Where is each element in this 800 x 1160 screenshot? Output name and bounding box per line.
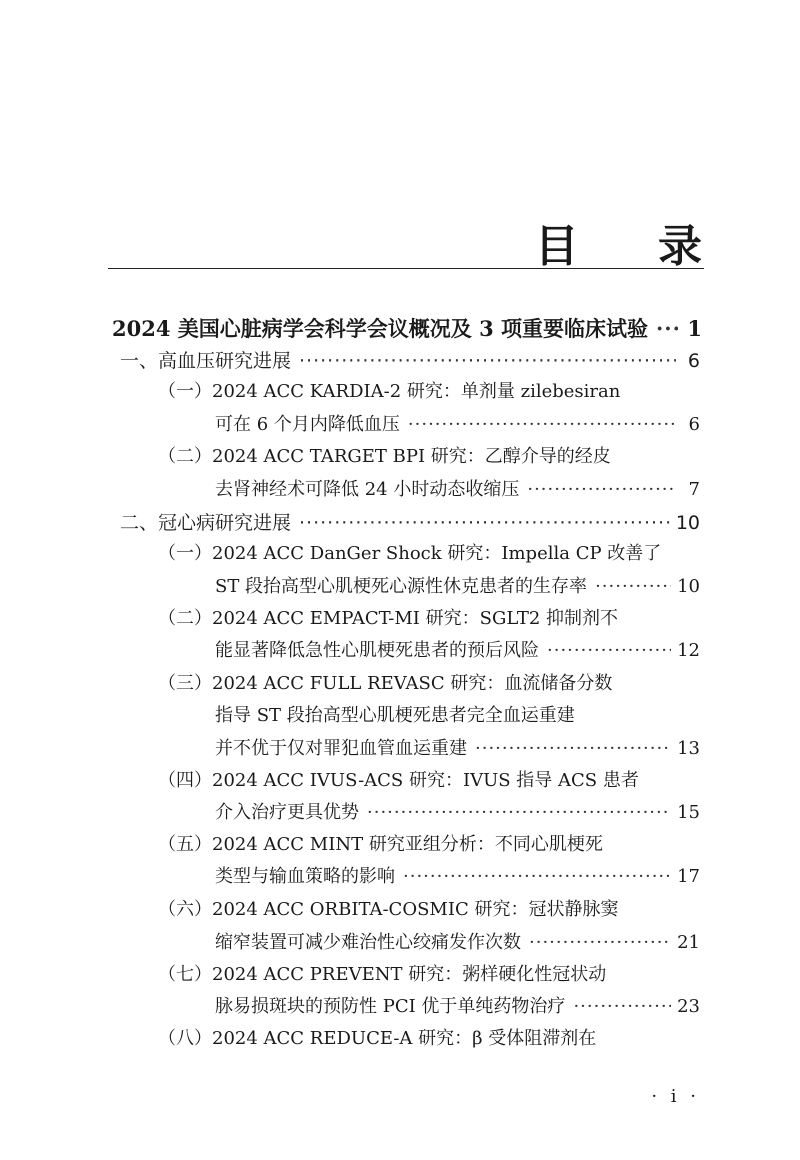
toc-entry-text: 二、冠心病研究进展 — [120, 512, 292, 534]
toc-page-number: 6 — [688, 414, 700, 435]
toc-entry-text: 去肾神经术可降低 24 小时动态收缩压 — [215, 479, 520, 500]
dot-leader — [547, 640, 671, 661]
toc-entry-text: 脉易损斑块的预防性 PCI 优于单纯药物治疗 — [215, 996, 566, 1017]
toc-entry-text: 可在 6 个月内降低血压 — [215, 414, 400, 435]
toc-entry-kardia2-cont[interactable] — [215, 410, 700, 436]
toc-entry-danger-shock[interactable] — [158, 539, 700, 565]
toc-entry-full-revasc-cont1[interactable] — [215, 701, 700, 727]
dot-leader — [299, 350, 676, 372]
toc-page-number: 7 — [688, 479, 700, 500]
toc-page-number: 15 — [677, 802, 700, 823]
dot-leader — [475, 738, 671, 759]
toc-entry-ivus-acs-cont[interactable] — [215, 798, 700, 824]
dot-leader — [656, 316, 678, 341]
toc-entry-danger-shock-cont[interactable] — [215, 572, 700, 598]
toc-entry-reduce-a[interactable] — [158, 1024, 700, 1050]
toc-page-number: 13 — [677, 738, 700, 759]
toc-page-number: 6 — [687, 350, 700, 372]
toc-entry-prevent[interactable] — [158, 960, 700, 986]
toc-entry-full-revasc-cont2[interactable] — [215, 734, 700, 760]
toc-entry-text: （二）2024 ACC TARGET BPI 研究：乙醇介导的经皮 — [158, 446, 611, 467]
toc-page-number: 1 — [687, 316, 702, 341]
toc-entry-text: （七）2024 ACC PREVENT 研究：粥样硬化性冠状动 — [158, 964, 607, 985]
dot-leader — [527, 479, 676, 500]
toc-page-number: 23 — [677, 996, 700, 1017]
toc-entry-text: 指导 ST 段抬高型心肌梗死患者完全血运重建 — [215, 705, 575, 726]
toc-page-number: 12 — [677, 640, 700, 661]
toc-entry-ivus-acs[interactable] — [158, 766, 700, 792]
toc-section-coronary[interactable] — [120, 508, 700, 535]
toc-entry-text: 能显著降低急性心肌梗死患者的预后风险 — [215, 640, 539, 661]
toc-entry-text: （一）2024 ACC KARDIA-2 研究：单剂量 zilebesiran — [158, 381, 621, 402]
dot-leader — [299, 512, 670, 534]
toc-entry-text: （二）2024 ACC EMPACT-MI 研究：SGLT2 抑制剂不 — [158, 608, 619, 629]
toc-entry-text: 缩窄装置可减少难治性心绞痛发作次数 — [215, 932, 521, 953]
toc-entry-mint[interactable] — [158, 830, 700, 856]
toc-entry-text: （五）2024 ACC MINT 研究亚组分析：不同心肌梗死 — [158, 834, 603, 855]
toc-entry-text: 并不优于仅对罪犯血管血运重建 — [215, 738, 467, 759]
dot-leader — [595, 576, 671, 597]
title-divider — [108, 268, 704, 269]
toc-entry-prevent-cont[interactable] — [215, 992, 700, 1018]
page-title: 目 录 — [534, 221, 734, 272]
toc-entry-kardia2[interactable] — [158, 377, 700, 403]
toc-entry-target-bpi-cont[interactable] — [215, 475, 700, 501]
toc-entry-full-revasc[interactable] — [158, 669, 700, 695]
toc-entry-empact-mi-cont[interactable] — [215, 636, 700, 662]
toc-page-number: 17 — [677, 866, 700, 887]
toc-entry-target-bpi[interactable] — [158, 442, 700, 468]
toc-entry-text: （三）2024 ACC FULL REVASC 研究：血流储备分数 — [158, 673, 613, 694]
dot-leader — [573, 996, 671, 1017]
toc-page-number: 10 — [675, 512, 700, 534]
dot-leader — [408, 414, 676, 435]
toc-entry-text: 类型与输血策略的影响 — [215, 866, 395, 887]
dot-leader — [403, 866, 671, 887]
toc-entry-text: ST 段抬高型心肌梗死心源性休克患者的生存率 — [215, 576, 588, 597]
toc-entry-mint-cont[interactable] — [215, 862, 700, 888]
toc-entry-text: （一）2024 ACC DanGer Shock 研究：Impella CP 改善了 — [158, 543, 662, 564]
toc-entry-text: 介入治疗更具优势 — [215, 802, 359, 823]
toc-entry-text: （八）2024 ACC REDUCE-A 研究：β 受体阻滞剂在 — [158, 1028, 597, 1049]
toc-entry-empact-mi[interactable] — [158, 604, 700, 630]
dot-leader — [367, 802, 671, 823]
toc-entry-overview[interactable] — [112, 313, 702, 343]
toc-entry-orbita-cosmic-cont[interactable] — [215, 928, 700, 954]
toc-entry-text: 一、高血压研究进展 — [120, 350, 292, 372]
toc-entry-orbita-cosmic[interactable] — [158, 895, 700, 921]
toc-entry-text: （四）2024 ACC IVUS-ACS 研究：IVUS 指导 ACS 患者 — [158, 770, 639, 791]
toc-page-number: 10 — [677, 576, 700, 597]
toc-entry-text: 2024 美国心脏病学会科学会议概况及 3 项重要临床试验 — [112, 316, 648, 341]
toc-section-hypertension[interactable] — [120, 346, 700, 373]
page-folio: · i · — [651, 1086, 700, 1107]
dot-leader — [529, 932, 671, 953]
toc-page-number: 21 — [677, 932, 700, 953]
toc-entry-text: （六）2024 ACC ORBITA-COSMIC 研究：冠状静脉窦 — [158, 899, 619, 920]
